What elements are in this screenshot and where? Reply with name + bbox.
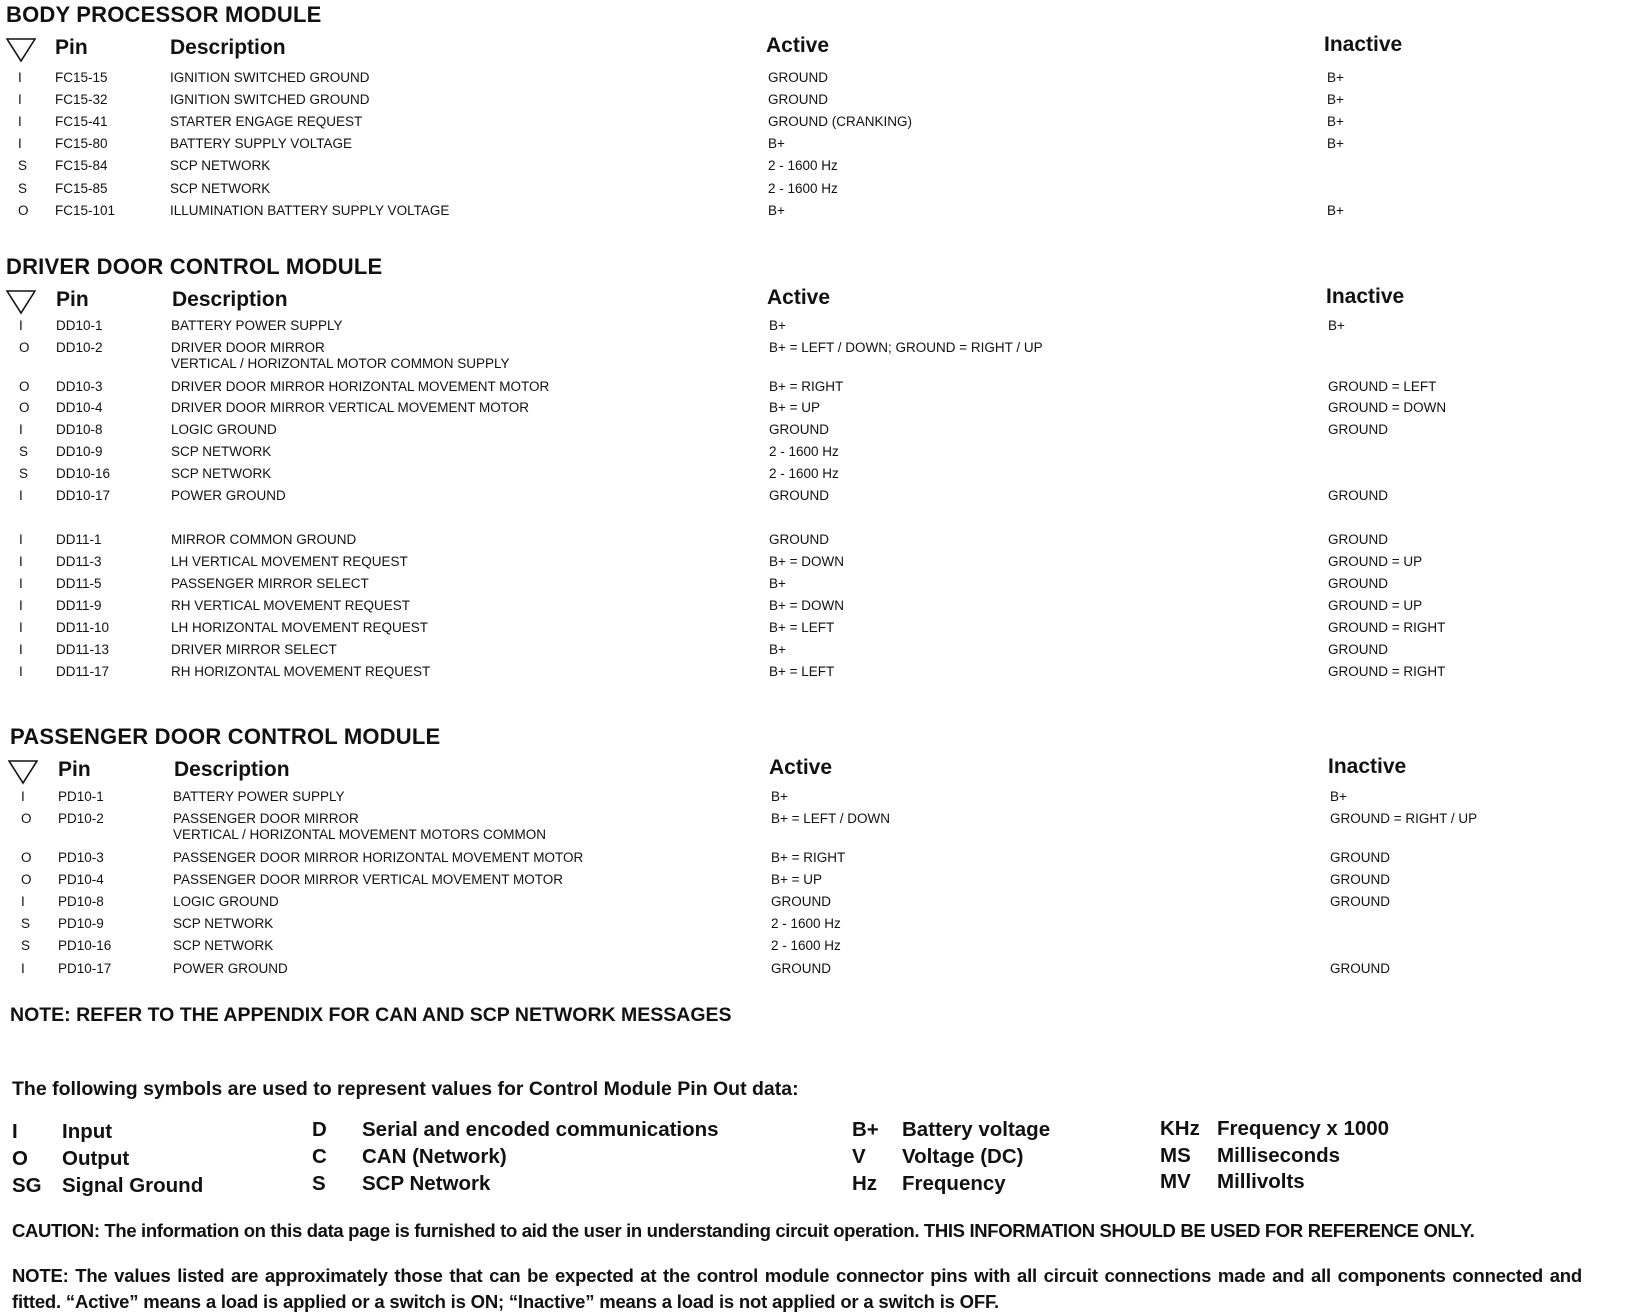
pin-type-cell: I [21, 894, 25, 909]
legend-abbreviation: B+ [852, 1118, 879, 1141]
header-active: Active [766, 34, 830, 57]
caution-text: CAUTION: The information on this data page is furnished to aid the user in understanding circuit operation. THIS INFORMATION SHOULD BE USED FOR REFERENCE ONLY. [12, 1220, 1475, 1241]
pin-cell: DD10-17 [56, 488, 111, 503]
legend-abbreviation: MV [1160, 1170, 1191, 1193]
header-pin: Pin [58, 758, 91, 781]
pin-type-cell: O [21, 872, 32, 887]
inactive-value-cell: GROUND = RIGHT / UP [1330, 811, 1478, 826]
pin-cell: PD10-9 [58, 916, 104, 931]
active-value-cell: B+ [769, 576, 786, 591]
pin-type-cell: S [19, 466, 29, 481]
inactive-value-cell: GROUND = UP [1328, 598, 1423, 613]
legend-meaning: Frequency [902, 1172, 1006, 1195]
active-value-cell: B+ = RIGHT [769, 379, 844, 394]
pin-type-cell: I [21, 961, 25, 976]
pin-type-cell: I [19, 488, 23, 503]
pin-cell: DD11-3 [56, 554, 102, 569]
pin-type-cell: S [21, 938, 31, 953]
pin-cell: DD10-1 [56, 318, 103, 333]
pin-type-cell: O [21, 811, 32, 826]
description-cell: SCP NETWORK [170, 158, 271, 173]
symbols-intro: The following symbols are used to represent values for Control Module Pin Out data: [12, 1078, 799, 1100]
description-cell: PASSENGER DOOR MIRROR HORIZONTAL MOVEMENT MOTOR [173, 850, 584, 865]
legend-meaning: Battery voltage [902, 1118, 1051, 1141]
pin-type-cell: O [19, 340, 30, 355]
pin-type-cell: I [19, 598, 23, 613]
active-value-cell: 2 - 1600 Hz [768, 158, 838, 173]
active-value-cell: B+ [771, 789, 788, 804]
description-cell: IGNITION SWITCHED GROUND [170, 92, 370, 107]
section-body-processor-module [0, 0, 1632, 225]
description-cell: SCP NETWORK [170, 181, 271, 196]
pin-type-cell: O [19, 379, 30, 394]
legend-meaning: Milliseconds [1217, 1144, 1341, 1167]
legend-meaning: Output [62, 1147, 130, 1170]
legend-abbreviation: SG [12, 1174, 42, 1197]
legend-abbreviation: KHz [1160, 1117, 1200, 1140]
legend-abbreviation: Hz [852, 1172, 878, 1195]
pin-type-cell: I [21, 789, 25, 804]
description-cell: MIRROR COMMON GROUND [171, 532, 357, 547]
header-pin: Pin [55, 36, 88, 59]
active-value-cell: B+ = DOWN [769, 554, 845, 569]
pin-type-cell: S [18, 158, 28, 173]
inactive-value-cell: GROUND = RIGHT [1328, 620, 1446, 635]
pin-cell: DD11-9 [56, 598, 102, 613]
header-active: Active [767, 286, 831, 309]
pin-cell: PD10-8 [58, 894, 104, 909]
description-cell: SCP NETWORK [173, 916, 274, 931]
active-value-cell: GROUND [769, 422, 829, 437]
active-value-cell: GROUND [769, 488, 829, 503]
active-value-cell: B+ [769, 318, 786, 333]
header-description: Description [172, 288, 288, 311]
active-value-cell: 2 - 1600 Hz [769, 444, 839, 459]
active-value-cell: 2 - 1600 Hz [771, 938, 841, 953]
inactive-value-cell: B+ [1327, 92, 1344, 107]
description-cell: SCP NETWORK [171, 444, 272, 459]
inactive-value-cell: GROUND [1328, 576, 1388, 591]
pin-type-cell: S [18, 181, 28, 196]
description-cell: DRIVER DOOR MIRROR HORIZONTAL MOVEMENT MOTOR [171, 379, 550, 394]
legend-meaning: CAN (Network) [362, 1145, 507, 1168]
description-cell: STARTER ENGAGE REQUEST [170, 114, 363, 129]
description-cell: PASSENGER DOOR MIRROR VERTICAL MOVEMENT MOTOR [173, 872, 564, 887]
legend-meaning: Serial and encoded communications [362, 1118, 719, 1141]
section-title: DRIVER DOOR CONTROL MODULE [6, 254, 383, 279]
active-value-cell: GROUND [769, 532, 829, 547]
pin-cell: PD10-17 [58, 961, 112, 976]
active-value-cell: GROUND [768, 92, 828, 107]
pin-cell: FC15-32 [55, 92, 108, 107]
pin-cell: DD10-4 [56, 400, 103, 415]
legend-meaning: Input [62, 1120, 113, 1143]
active-value-cell: GROUND (CRANKING) [768, 114, 912, 129]
pin-cell: PD10-1 [58, 789, 104, 804]
legend-abbreviation: C [312, 1145, 327, 1168]
signal-direction-triangle-icon [6, 289, 36, 315]
description-cell: PASSENGER MIRROR SELECT [171, 576, 369, 591]
inactive-value-cell: GROUND [1328, 532, 1388, 547]
description-cell: DRIVER DOOR MIRROR VERTICAL MOVEMENT MOTOR [171, 400, 530, 415]
legend-abbreviation: S [312, 1172, 326, 1195]
description-cell: POWER GROUND [171, 488, 286, 503]
pin-cell: FC15-84 [55, 158, 108, 173]
header-inactive: Inactive [1326, 285, 1405, 308]
header-inactive: Inactive [1324, 33, 1403, 56]
pin-type-cell: S [21, 916, 31, 931]
pin-type-cell: S [19, 444, 29, 459]
inactive-value-cell: GROUND [1330, 872, 1390, 887]
pin-type-cell: I [19, 532, 23, 547]
description-cell: SCP NETWORK [173, 938, 274, 953]
description-cell: ILLUMINATION BATTERY SUPPLY VOLTAGE [170, 203, 450, 218]
description-cell: DRIVER MIRROR SELECT [171, 642, 337, 657]
description-cell: BATTERY SUPPLY VOLTAGE [170, 136, 353, 151]
pin-type-cell: I [19, 554, 23, 569]
legend-abbreviation: O [12, 1147, 28, 1170]
active-value-cell: B+ = RIGHT [771, 850, 846, 865]
description-cell: RH HORIZONTAL MOVEMENT REQUEST [171, 664, 431, 679]
header-description: Description [170, 36, 286, 59]
description-cell: BATTERY POWER SUPPLY [171, 318, 343, 333]
inactive-value-cell: GROUND [1328, 422, 1388, 437]
active-value-cell: B+ [769, 642, 786, 657]
legend-abbreviation: MS [1160, 1144, 1191, 1167]
section-driver-door-control-module [0, 252, 1632, 692]
pin-cell: DD11-10 [56, 620, 110, 635]
pin-type-cell: I [18, 70, 22, 85]
pin-cell: FC15-80 [55, 136, 108, 151]
description-cell: RH VERTICAL MOVEMENT REQUEST [171, 598, 411, 613]
legend-meaning: Voltage (DC) [902, 1145, 1024, 1168]
description-cell: PASSENGER DOOR MIRROR [173, 811, 359, 826]
pin-type-cell: I [19, 642, 23, 657]
network-messages-note: NOTE: REFER TO THE APPENDIX FOR CAN AND SCP NETWORK MESSAGES [10, 1004, 732, 1026]
pin-type-cell: I [19, 620, 23, 635]
header-active: Active [769, 756, 833, 779]
inactive-value-cell: GROUND [1330, 850, 1390, 865]
active-value-cell: B+ = LEFT [769, 620, 835, 635]
active-value-cell: B+ = LEFT / DOWN; GROUND = RIGHT / UP [769, 340, 1043, 355]
active-value-cell: 2 - 1600 Hz [769, 466, 839, 481]
inactive-value-cell: B+ [1327, 114, 1344, 129]
legend-abbreviation: I [12, 1120, 18, 1143]
pin-cell: DD10-8 [56, 422, 103, 437]
pin-type-cell: O [19, 400, 30, 415]
legend-meaning: SCP Network [362, 1172, 491, 1195]
inactive-value-cell: B+ [1327, 203, 1344, 218]
pin-type-cell: I [19, 318, 23, 333]
pin-cell: PD10-4 [58, 872, 104, 887]
inactive-value-cell: GROUND = UP [1328, 554, 1423, 569]
active-value-cell: GROUND [768, 70, 828, 85]
active-value-cell: 2 - 1600 Hz [768, 181, 838, 196]
inactive-value-cell: B+ [1327, 136, 1344, 151]
description-cell: BATTERY POWER SUPPLY [173, 789, 345, 804]
inactive-value-cell: B+ [1328, 318, 1345, 333]
description-cell: SCP NETWORK [171, 466, 272, 481]
inactive-value-cell: GROUND = DOWN [1328, 400, 1447, 415]
inactive-value-cell: GROUND = LEFT [1328, 379, 1437, 394]
pin-cell: PD10-3 [58, 850, 104, 865]
inactive-value-cell: GROUND [1330, 894, 1390, 909]
pin-cell: PD10-16 [58, 938, 112, 953]
description-cell: IGNITION SWITCHED GROUND [170, 70, 370, 85]
active-value-cell: B+ = UP [771, 872, 823, 887]
inactive-value-cell: B+ [1327, 70, 1344, 85]
active-value-cell: GROUND [771, 961, 831, 976]
description-cell-line2: VERTICAL / HORIZONTAL MOTOR COMMON SUPPLY [171, 356, 510, 371]
pin-type-cell: I [18, 136, 22, 151]
pin-cell: DD11-5 [56, 576, 102, 591]
pin-type-cell: O [21, 850, 32, 865]
active-value-cell: B+ [768, 136, 785, 151]
description-cell: LH HORIZONTAL MOVEMENT REQUEST [171, 620, 429, 635]
description-cell: LH VERTICAL MOVEMENT REQUEST [171, 554, 408, 569]
signal-direction-triangle-icon [6, 37, 36, 63]
active-value-cell: B+ = LEFT / DOWN [771, 811, 891, 826]
inactive-value-cell: B+ [1330, 789, 1347, 804]
description-cell: LOGIC GROUND [173, 894, 279, 909]
description-cell-line2: VERTICAL / HORIZONTAL MOVEMENT MOTORS COMMON [173, 827, 547, 842]
active-value-cell: 2 - 1600 Hz [771, 916, 841, 931]
pin-cell: DD11-17 [56, 664, 110, 679]
active-value-cell: B+ [768, 203, 785, 218]
signal-direction-triangle-icon [8, 759, 38, 785]
description-cell: DRIVER DOOR MIRROR [171, 340, 325, 355]
header-pin: Pin [56, 288, 89, 311]
active-value-cell: B+ = UP [769, 400, 821, 415]
pin-type-cell: I [18, 92, 22, 107]
inactive-value-cell: GROUND [1328, 488, 1388, 503]
pin-cell: DD10-2 [56, 340, 103, 355]
section-passenger-door-control-module [0, 722, 1632, 987]
active-value-cell: B+ = DOWN [769, 598, 845, 613]
legend-meaning: Signal Ground [62, 1174, 204, 1197]
pin-type-cell: I [19, 422, 23, 437]
header-description: Description [174, 758, 290, 781]
header-inactive: Inactive [1328, 755, 1407, 778]
pin-cell: PD10-2 [58, 811, 104, 826]
pin-cell: FC15-101 [55, 203, 116, 218]
pin-cell: DD10-9 [56, 444, 103, 459]
values-note: NOTE: The values listed are approximately those that can be expected at the control module connector pins with all circuit connections made and all components connected and fitted. “Active” means a load is applied or a switch is ON; “Inactive” means a load is not applied or a switch is OFF. [12, 1265, 1582, 1312]
description-cell: LOGIC GROUND [171, 422, 277, 437]
legend-abbreviation: V [852, 1145, 866, 1168]
pin-type-cell: O [18, 203, 29, 218]
legend-abbreviation: D [312, 1118, 327, 1141]
pin-cell: FC15-85 [55, 181, 108, 196]
pin-type-cell: I [19, 576, 23, 591]
inactive-value-cell: GROUND [1330, 961, 1390, 976]
legend-meaning: Frequency x 1000 [1217, 1117, 1390, 1140]
description-cell: POWER GROUND [173, 961, 288, 976]
section-title: PASSENGER DOOR CONTROL MODULE [10, 724, 441, 749]
pin-cell: DD11-13 [56, 642, 110, 657]
inactive-value-cell: GROUND [1328, 642, 1388, 657]
pin-cell: FC15-41 [55, 114, 108, 129]
pin-cell: DD11-1 [56, 532, 102, 547]
active-value-cell: GROUND [771, 894, 831, 909]
active-value-cell: B+ = LEFT [769, 664, 835, 679]
pin-type-cell: I [18, 114, 22, 129]
inactive-value-cell: GROUND = RIGHT [1328, 664, 1446, 679]
pin-cell: DD10-16 [56, 466, 111, 481]
pin-type-cell: I [19, 664, 23, 679]
legend-meaning: Millivolts [1217, 1170, 1305, 1193]
pin-cell: DD10-3 [56, 379, 103, 394]
section-title: BODY PROCESSOR MODULE [6, 2, 322, 27]
pin-cell: FC15-15 [55, 70, 108, 85]
